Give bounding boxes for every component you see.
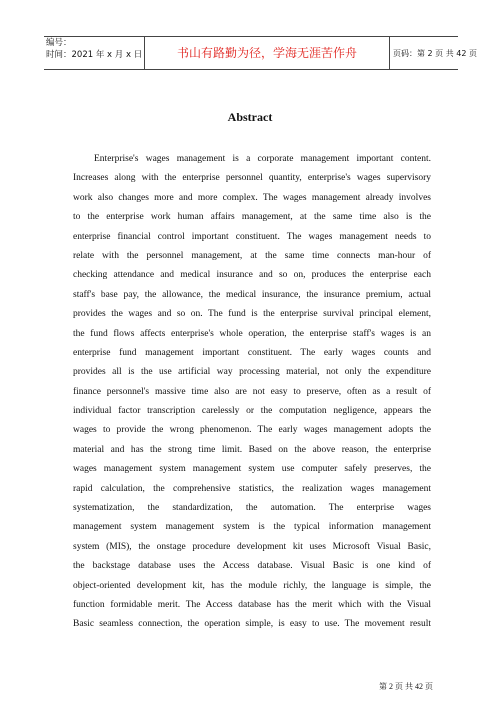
page-header [44,36,477,70]
body-line: provides all is the use artificial way processing material, not only the expenditure [73,367,431,378]
body-line: rapid calculation, the comprehensive statistics, the realization wages management [73,483,431,494]
body-line: to the enterprise work human affairs management, at the same time also is the [73,212,431,223]
abstract-title: Abstract [227,110,273,124]
body-line: function formidable merit. The Access database has the merit which with the Visual [73,599,431,610]
body-line: provides the wages and so on. The fund is the enterprise survival principal element, [73,309,431,320]
header-page-cell [390,37,477,69]
motto: 书山有路勤为径，学海无涯苦作舟 [176,46,357,60]
body-line: enterprise financial control important constituent. The wages management needs to [73,231,431,242]
body-line: staff's base pay, the allowance, the medical insurance, the insurance premium, actual [73,289,431,300]
body-line: the backstage database uses the Access database. Visual Basic is one kind of [73,561,431,572]
body-line: individual factor transcription carelessly or the computation negligence, appears the [73,406,431,417]
time-label: 时间：2021 年 x 月 x 日 [46,50,143,60]
abstract-body [73,150,431,635]
body-line: Enterprise's wages management is a corporate management important content. [94,154,431,164]
body-line: Basic seamless connection, the operation simple, is easy to use. The movement result [73,619,431,630]
body-line: wages management system management system use computer safely preserves, the [73,464,431,475]
body-line: object-oriented development kit, has the module richly, the language is simple, the [73,580,431,591]
body-line: material and has the strong time limit. Based on the above reason, the enterprise [73,444,431,455]
page-footer: 第 2 页 共 42 页 [379,682,433,691]
body-line: wages to provide the wrong phenomenon. The early wages management adopts the [73,425,431,436]
header-motto-cell [145,37,390,69]
body-line: system (MIS), the onstage procedure development kit uses Microsoft Visual Basic, [73,541,431,552]
body-line: work also changes more and more complex. The wages management already involves [73,192,431,203]
body-line: finance personnel's massive time also are not easy to preserve, often as a result of [73,386,431,397]
body-line: systematization, the standardization, the automation. The enterprise wages [73,503,431,514]
page-label: 页码：第 2 页 共 42 页 [393,49,477,58]
body-line: checking attendance and medical insurance and so on, produces the enterprise each [73,270,431,281]
number-label: 编号： [46,38,72,48]
body-line: enterprise fund management important constituent. The early wages counts and [73,347,431,358]
header-meta-cell [44,37,145,69]
body-line: the fund flows affects enterprise's whole operation, the enterprise staff's wages is an [73,328,431,339]
body-line: Increases along with the enterprise personnel quantity, enterprise's wages supervisory [73,173,431,184]
body-line: relate with the personnel management, at the same time connects man-hour of [73,250,431,261]
body-line: management system management system is the typical information management [73,522,431,533]
